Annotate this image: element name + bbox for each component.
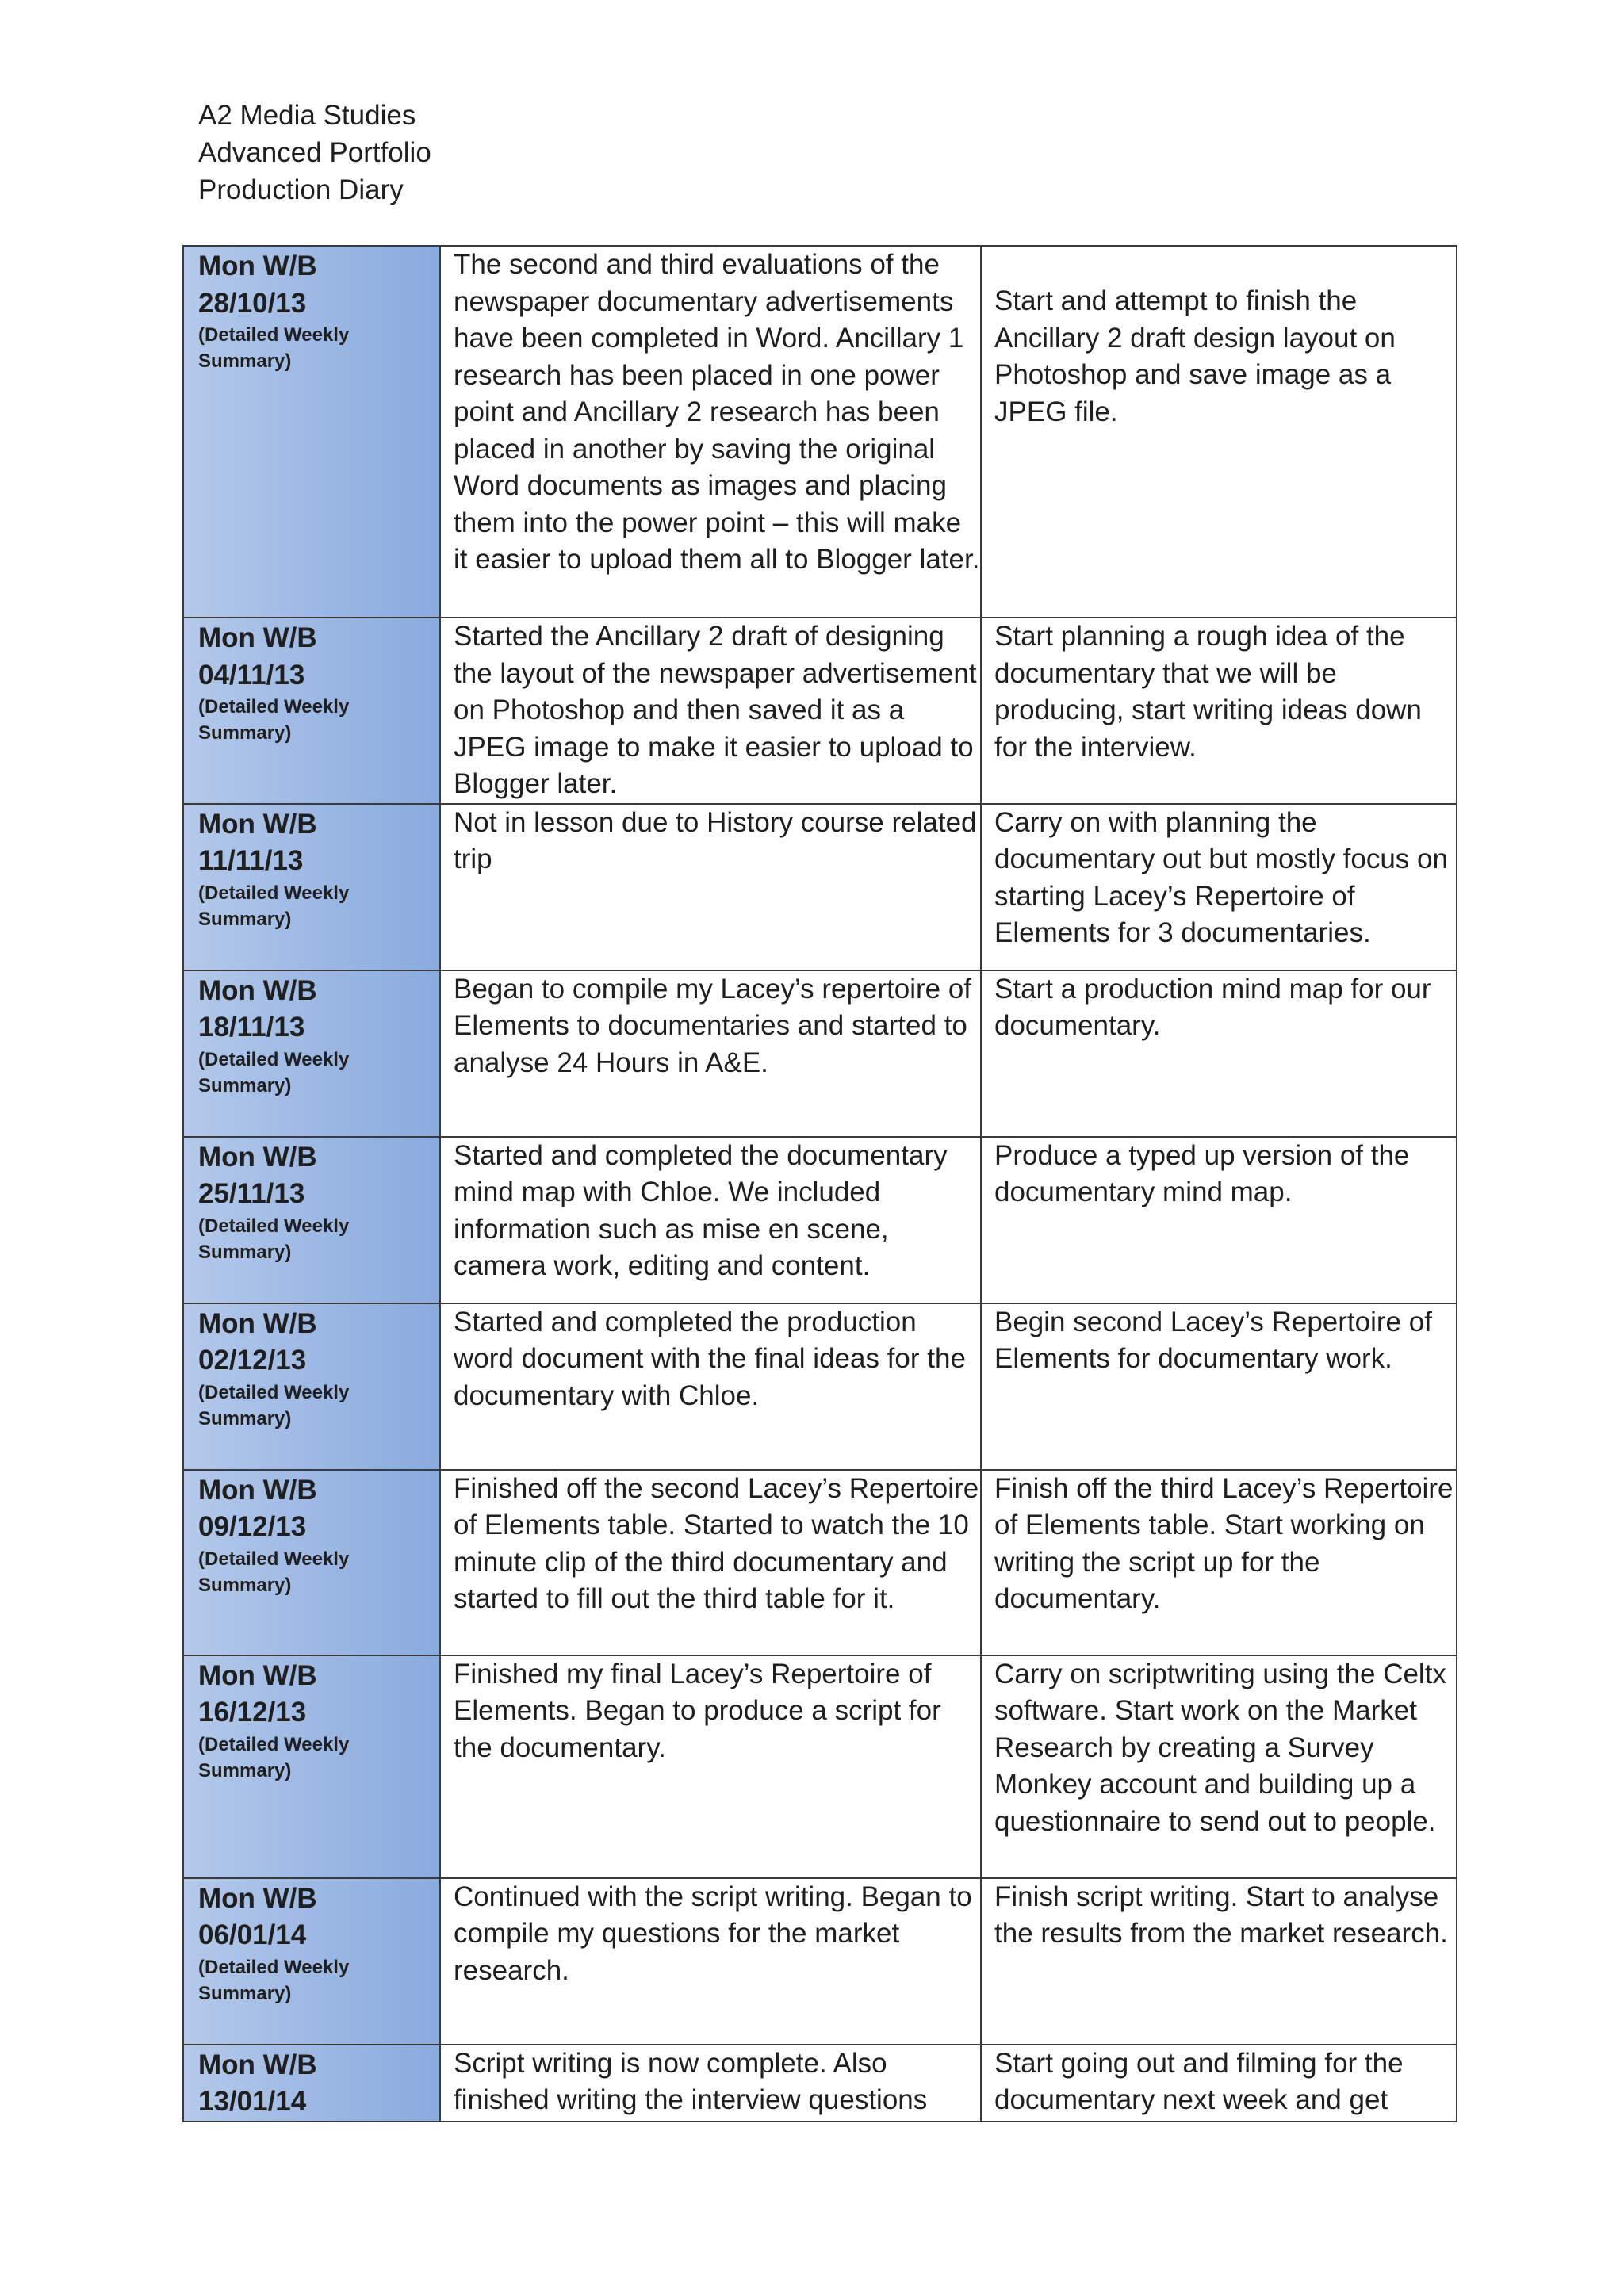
week-subtitle: (Detailed Weekly [198, 1048, 350, 1070]
week-date: 09/12/13 [198, 1511, 307, 1542]
week-label: Mon W/B [198, 251, 317, 281]
week-label: Mon W/B [198, 1659, 317, 1691]
week-cell [183, 1878, 440, 2045]
document-header [198, 97, 431, 209]
work-done-cell [440, 1303, 981, 1470]
next-steps-text: Finish off the third Lacey’s Repertoire of Elements table. Start working on writing the script up for the documentary. [994, 1472, 1454, 1614]
work-done-cell [440, 618, 981, 804]
week-subtitle: (Detailed Weekly [198, 1215, 350, 1237]
table-row [183, 1470, 1457, 1655]
week-cell [183, 246, 440, 618]
week-subtitle: Summary) [198, 908, 292, 930]
week-subtitle: (Detailed Weekly [198, 882, 350, 904]
table-row [183, 804, 1457, 970]
week-subtitle: (Detailed Weekly [198, 1956, 350, 1978]
next-steps-cell [981, 804, 1457, 970]
next-steps-text: Begin second Lacey’s Repertoire of Elements for documentary work. [994, 1306, 1432, 1374]
week-subtitle: (Detailed Weekly [198, 696, 350, 718]
table-row [183, 2045, 1457, 2122]
work-done-text: Finished my final Lacey’s Repertoire of Elements. Began to produce a script for the documentary. [454, 1658, 941, 1763]
next-steps-cell [981, 1878, 1457, 2045]
week-date: 02/12/13 [198, 1345, 307, 1376]
portfolio-title: Advanced Portfolio [198, 137, 431, 168]
week-subtitle: Summary) [198, 1574, 292, 1596]
work-done-cell [440, 246, 981, 618]
week-date: 11/11/13 [198, 845, 304, 876]
week-cell [183, 1470, 440, 1655]
table-row [183, 246, 1457, 618]
week-label: Mon W/B [198, 1882, 317, 1914]
week-subtitle: (Detailed Weekly [198, 1733, 350, 1755]
week-label: Mon W/B [198, 808, 317, 840]
week-cell [183, 1137, 440, 1303]
work-done-text: Began to compile my Lacey’s repertoire of Elements to documentaries and started to analyse 24 Hours in A&E. [454, 973, 972, 1078]
table-row [183, 1137, 1457, 1303]
week-cell [183, 618, 440, 804]
work-done-text: Started and completed the production word document with the final ideas for the documentary with Chloe. [454, 1306, 966, 1411]
next-steps-text: Finish script writing. Start to analyse the results from the market research. [994, 1881, 1448, 1949]
production-diary-table [182, 245, 1457, 2122]
table-row [183, 618, 1457, 804]
work-done-cell [440, 1137, 981, 1303]
work-done-cell [440, 804, 981, 970]
week-date: 25/11/13 [198, 1178, 305, 1209]
week-date: 13/01/14 [198, 2086, 307, 2117]
week-label: Mon W/B [198, 974, 317, 1006]
next-steps-cell [981, 1137, 1457, 1303]
work-done-text: The second and third evaluations of the newspaper documentary advertisements have been completed in Word. Ancillary 1 research has been placed in one power point and Ancillary 2 research has been placed in another by saving the original Word documents as images and placing them into the power point – this will make it easier to upload them all to Blogger later. [454, 249, 980, 575]
week-date: 16/12/13 [198, 1697, 307, 1728]
week-date: 18/11/13 [198, 1012, 305, 1043]
work-done-cell [440, 1878, 981, 2045]
table-row [183, 1655, 1457, 1878]
next-steps-cell [981, 1655, 1457, 1878]
next-steps-text: Start planning a rough idea of the documentary that we will be producing, start writing ideas down for the interview. [994, 621, 1422, 763]
work-done-cell [440, 2045, 981, 2122]
week-cell [183, 970, 440, 1137]
work-done-cell [440, 1470, 981, 1655]
work-done-cell [440, 970, 981, 1137]
week-label: Mon W/B [198, 1141, 317, 1173]
work-done-cell [440, 1655, 981, 1878]
next-steps-cell [981, 246, 1457, 618]
table-row [183, 1303, 1457, 1470]
week-label: Mon W/B [198, 1474, 317, 1506]
work-done-text: Not in lesson due to History course related trip [454, 806, 977, 874]
week-date: 04/11/13 [198, 659, 305, 691]
table-row [183, 970, 1457, 1137]
week-subtitle: Summary) [198, 1407, 292, 1429]
week-cell [183, 2045, 440, 2122]
week-subtitle: (Detailed Weekly [198, 1381, 350, 1403]
next-steps-cell [981, 970, 1457, 1137]
diary-title: Production Diary [198, 174, 404, 205]
week-cell [183, 804, 440, 970]
week-label: Mon W/B [198, 1307, 317, 1339]
week-subtitle: (Detailed Weekly [198, 324, 350, 346]
work-done-text: Started and completed the documentary mind map with Chloe. We included information such as mise en scene, camera work, editing and content. [454, 1139, 948, 1281]
week-label: Mon W/B [198, 622, 317, 653]
course-title: A2 Media Studies [198, 100, 416, 131]
week-cell [183, 1655, 440, 1878]
next-steps-cell [981, 1470, 1457, 1655]
work-done-text: Continued with the script writing. Began to compile my questions for the market research. [454, 1881, 972, 1986]
next-steps-cell [981, 2045, 1457, 2122]
week-cell [183, 1303, 440, 1470]
week-subtitle: Summary) [198, 722, 292, 744]
next-steps-cell [981, 618, 1457, 804]
week-subtitle: Summary) [198, 1074, 292, 1096]
week-subtitle: Summary) [198, 1241, 292, 1263]
week-label: Mon W/B [198, 2049, 317, 2080]
week-date: 06/01/14 [198, 1919, 307, 1950]
week-subtitle: Summary) [198, 350, 292, 372]
next-steps-text: Start a production mind map for our documentary. [994, 973, 1431, 1041]
next-steps-cell [981, 1303, 1457, 1470]
next-steps-text: Carry on with planning the documentary out but mostly focus on starting Lacey’s Repertoire of Elements for 3 documentaries. [994, 806, 1448, 948]
week-subtitle: (Detailed Weekly [198, 1548, 350, 1570]
work-done-text: Started the Ancillary 2 draft of designing the layout of the newspaper advertisement on Photoshop and then saved it as a JPEG image to make it easier to upload to Blogger later. [454, 621, 977, 799]
next-steps-text: Produce a typed up version of the documentary mind map. [994, 1139, 1410, 1207]
work-done-text: Script writing is now complete. Also finished writing the interview questions [454, 2047, 928, 2115]
next-steps-text: Start going out and filming for the documentary next week and get [994, 2047, 1404, 2115]
work-done-text: Finished off the second Lacey’s Repertoire of Elements table. Started to watch the 10 minute clip of the third documentary and started to fill out the third table for it. [454, 1472, 979, 1614]
week-subtitle: Summary) [198, 1982, 292, 2004]
next-steps-text: Carry on scriptwriting using the Celtx software. Start work on the Market Research by creating a Survey Monkey account and building up a questionnaire to send out to people. [994, 1658, 1446, 1837]
week-subtitle: Summary) [198, 1759, 292, 1781]
next-steps-text: Start and attempt to finish the Ancillary 2 draft design layout on Photoshop and save image as a JPEG file. [994, 285, 1396, 427]
week-date: 28/10/13 [198, 287, 307, 319]
table-row [183, 1878, 1457, 2045]
